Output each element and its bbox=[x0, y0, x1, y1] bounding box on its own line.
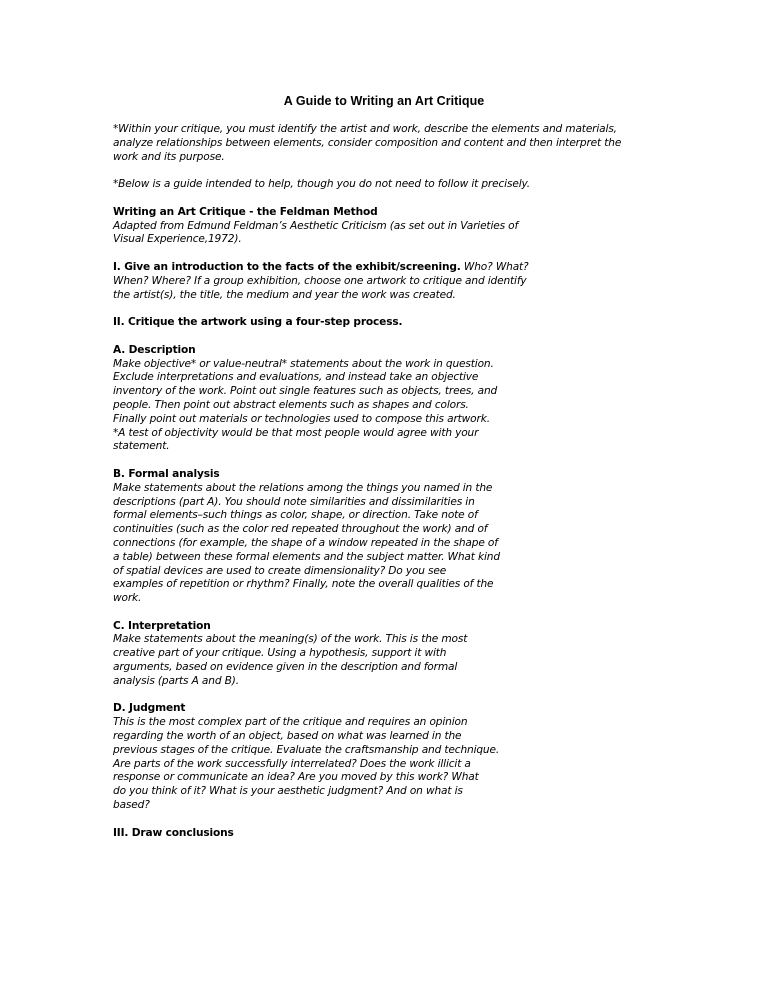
paragraph-spacer bbox=[113, 606, 658, 620]
step-line: analysis (parts A and B). bbox=[113, 674, 239, 687]
step-line: people. Then point out abstract elements such as shapes and colors. bbox=[113, 398, 469, 411]
step-line: work. bbox=[113, 592, 142, 605]
step-line: regarding the worth of an object, based on what was learned in the bbox=[113, 730, 462, 743]
step-line: Make statements about the relations among the things you named in the bbox=[113, 481, 493, 494]
step-heading: D. Judgment bbox=[113, 702, 186, 715]
step-line: statement. bbox=[113, 440, 170, 453]
step-line: examples of repetition or rhythm? Finally, note the overall qualities of the bbox=[113, 578, 494, 591]
intro-line: analyze relationships between elements, consider composition and content and then interpret the bbox=[113, 136, 622, 149]
document-body bbox=[113, 123, 658, 840]
step-line: based? bbox=[113, 799, 150, 812]
step-judgment bbox=[113, 702, 658, 812]
section-one-heading-tail: Who? What? bbox=[460, 260, 529, 273]
step-line: This is the most complex part of the critique and requires an opinion bbox=[113, 716, 468, 729]
paragraph-spacer bbox=[113, 164, 658, 178]
step-line: connections (for example, the shape of a window repeated in the shape of bbox=[113, 536, 498, 549]
paragraph-spacer bbox=[113, 813, 658, 827]
paragraph-spacer bbox=[113, 689, 658, 703]
step-line: do you think of it? What is your aesthetic judgment? And on what is bbox=[113, 785, 463, 798]
method-source-line: Adapted from Edmund Feldman’s Aesthetic Criticism (as set out in Varieties of bbox=[113, 219, 519, 232]
step-line: formal elements–such things as color, shape, or direction. Take note of bbox=[113, 509, 478, 522]
step-line: Are parts of the work successfully interrelated? Does the work illicit a bbox=[113, 757, 471, 770]
step-line: previous stages of the critique. Evaluate the craftsmanship and technique. bbox=[113, 743, 500, 756]
section-one bbox=[113, 261, 658, 302]
section-one-line: the artist(s), the title, the medium and year the work was created. bbox=[113, 288, 456, 301]
step-line: Make statements about the meaning(s) of the work. This is the most bbox=[113, 633, 468, 646]
step-line: continuities (such as the color red repeated throughout the work) and of bbox=[113, 523, 488, 536]
method-source-line: Visual Experience,1972). bbox=[113, 233, 242, 246]
step-line: of spatial devices are used to create dimensionality? Do you see bbox=[113, 564, 447, 577]
step-interpretation bbox=[113, 620, 658, 689]
step-heading: A. Description bbox=[113, 343, 196, 356]
guide-note: *Below is a guide intended to help, though you do not need to follow it precisely. bbox=[113, 178, 531, 191]
step-line: a table) between these formal elements and the subject matter. What kind bbox=[113, 550, 500, 563]
step-line: descriptions (part A). You should note similarities and dissimilarities in bbox=[113, 495, 475, 508]
section-three-heading: III. Draw conclusions bbox=[113, 826, 234, 839]
step-heading: C. Interpretation bbox=[113, 619, 211, 632]
step-line: inventory of the work. Point out single features such as objects, trees, and bbox=[113, 385, 498, 398]
step-line: Finally point out materials or technologies used to compose this artwork. bbox=[113, 412, 490, 425]
section-one-line: When? Where? If a group exhibition, choose one artwork to critique and identify bbox=[113, 274, 527, 287]
step-line: arguments, based on evidence given in the description and formal bbox=[113, 661, 458, 674]
paragraph-spacer bbox=[113, 192, 658, 206]
section-one-heading: I. Give an introduction to the facts of the exhibit/screening. bbox=[113, 260, 461, 273]
step-formal-analysis bbox=[113, 468, 658, 606]
intro-line: *Within your critique, you must identify the artist and work, describe the elements and materials, bbox=[113, 123, 617, 135]
section-one-heading-line bbox=[113, 261, 658, 275]
intro-line: work and its purpose. bbox=[113, 150, 225, 163]
step-description bbox=[113, 344, 658, 454]
section-two-heading: II. Critique the artwork using a four-step process. bbox=[113, 316, 403, 329]
document-title: A Guide to Writing an Art Critique bbox=[283, 94, 485, 108]
paragraph-spacer bbox=[113, 247, 658, 261]
step-line: *A test of objectivity would be that most people would agree with your bbox=[113, 426, 479, 439]
step-line: Exclude interpretations and evaluations, and instead take an objective bbox=[113, 371, 479, 384]
paragraph-spacer bbox=[113, 330, 658, 344]
paragraph-spacer bbox=[113, 454, 658, 468]
step-line: response or communicate an idea? Are you moved by this work? What bbox=[113, 771, 479, 784]
paragraph-spacer bbox=[113, 302, 658, 316]
intro-paragraph bbox=[113, 123, 658, 164]
step-heading: B. Formal analysis bbox=[113, 467, 220, 480]
method-heading: Writing an Art Critique - the Feldman Method bbox=[113, 205, 378, 218]
step-line: Make objective* or value-neutral* statements about the work in question. bbox=[113, 357, 494, 370]
step-line: creative part of your critique. Using a hypothesis, support it with bbox=[113, 647, 447, 660]
method-block bbox=[113, 206, 658, 247]
